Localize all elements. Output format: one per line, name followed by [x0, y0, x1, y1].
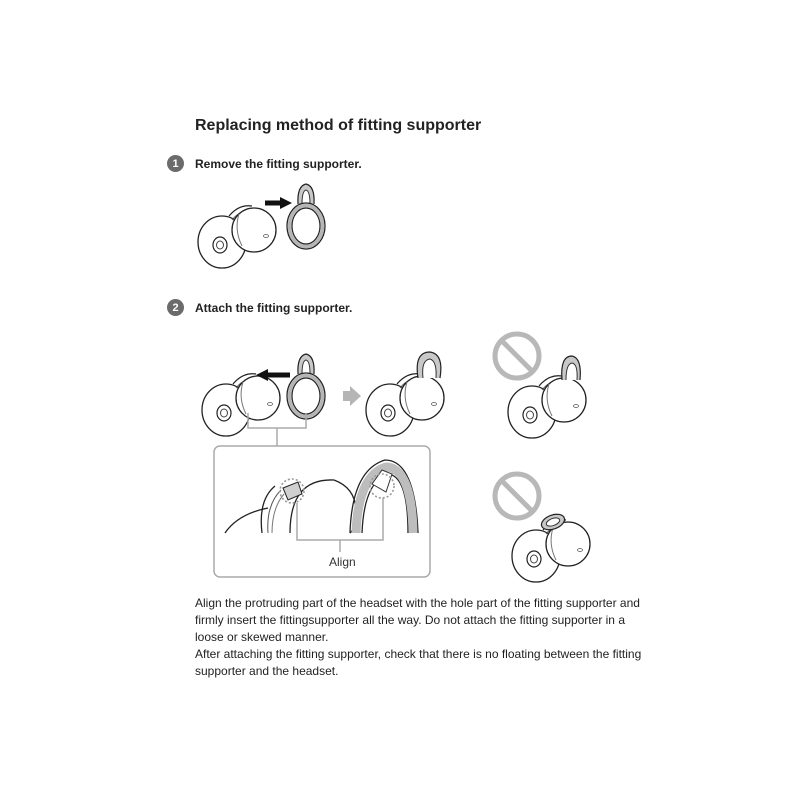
instruction-paragraph: Align the protruding part of the headset with the hole part of the fitting supporter and firmly insert the fittingsupporter all the way. Do not attach the fitting supporter in a loose or skewed manner.	[195, 596, 640, 644]
alignment-detail-box	[214, 446, 430, 577]
step-1-heading: Remove the fitting supporter.	[195, 156, 362, 171]
arrow-right-icon	[265, 197, 292, 209]
step-number-badge: 1	[167, 155, 184, 172]
step1-fitting-supporter	[287, 184, 325, 249]
step2-headset-figure	[202, 374, 280, 436]
prohibited-icon	[495, 474, 539, 518]
prohibited-icon	[495, 334, 539, 378]
incorrect-assembly-skewed	[512, 511, 590, 582]
instruction-paragraph: After attaching the fitting supporter, check that there is no floating between the fitting supporter and the headset.	[195, 647, 642, 678]
next-step-arrow-icon	[343, 386, 361, 406]
step2-fitting-supporter	[287, 354, 325, 419]
instructions-text	[195, 595, 655, 680]
page-title: Replacing method of fitting supporter	[195, 117, 482, 134]
align-label: Align	[329, 555, 356, 569]
incorrect-assembly-loose	[508, 356, 586, 438]
step-number-badge: 2	[167, 299, 184, 316]
step-2-heading: Attach the fitting supporter.	[195, 300, 353, 315]
correct-assembly-figure	[366, 352, 444, 436]
step1-headset-figure	[198, 206, 276, 268]
